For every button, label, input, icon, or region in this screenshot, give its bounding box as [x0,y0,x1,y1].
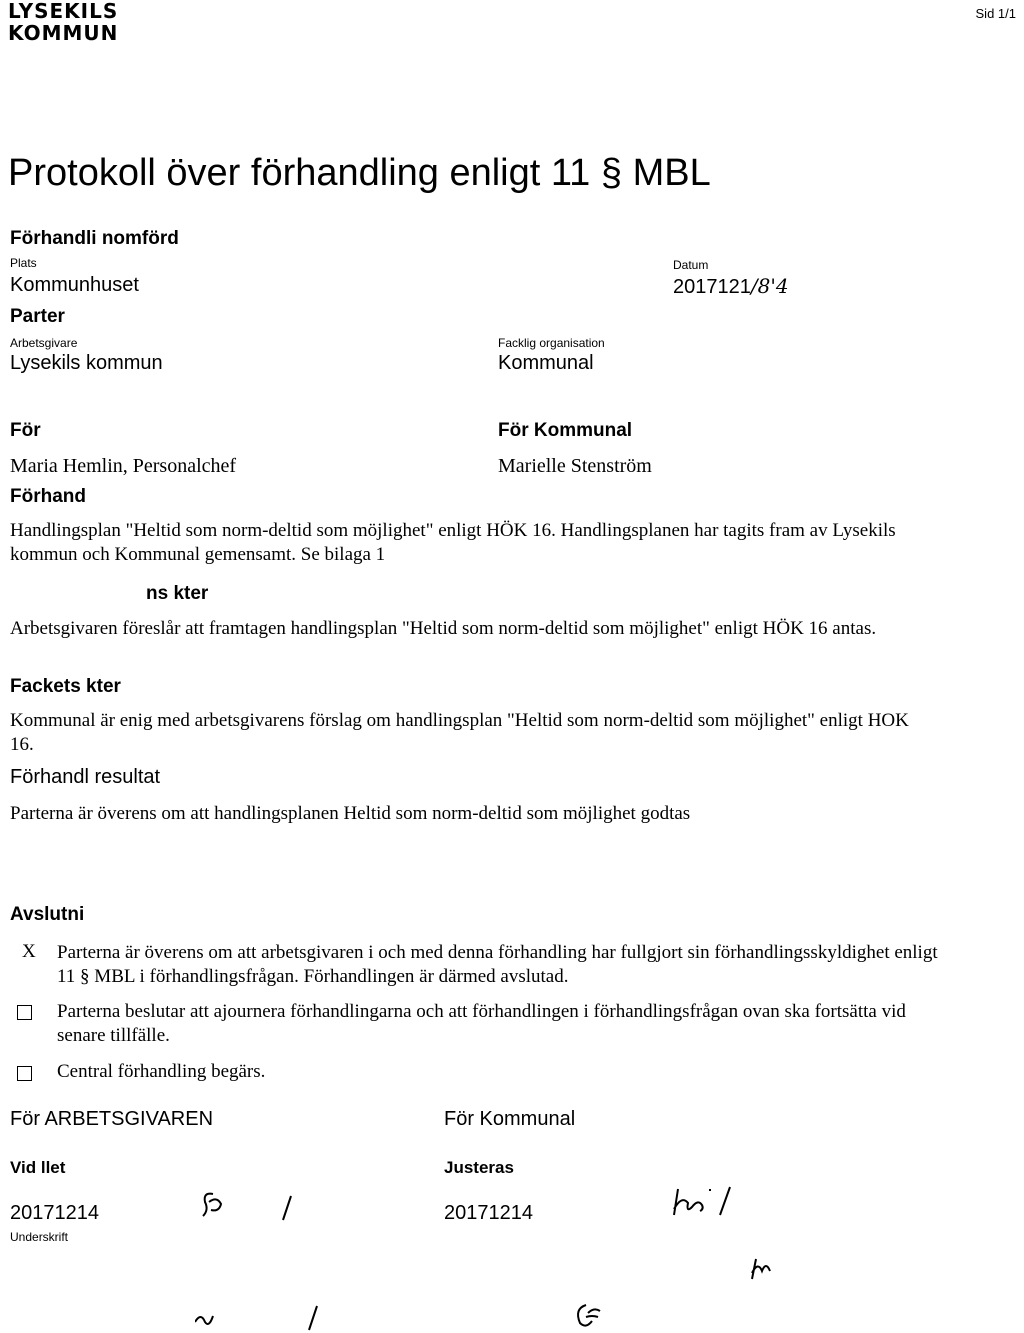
sign-left-label: Underskrift [10,1230,69,1244]
sign-right-sub: Justeras [444,1158,514,1177]
date-handwritten: /8'4 [750,274,789,298]
option-1-mark: X [22,941,36,962]
place-value: Kommunhuset [10,274,139,296]
sign-left-sub: Vid llet [10,1158,66,1177]
union-value: Kommunal [498,352,594,374]
signature-union-marks [560,1175,780,1333]
employer-heading: ns kter [146,583,209,604]
date-value [673,274,789,299]
sign-right-date: 20171214 [444,1202,533,1224]
subject-heading: Förhand [10,486,86,507]
option-3-text: Central förhandling begärs. [57,1061,266,1082]
sign-left-date: 20171214 [10,1202,99,1224]
signature-employer-marks [195,1180,335,1333]
option-3-checkbox[interactable] [17,1066,32,1081]
option-2-checkbox[interactable] [17,1005,32,1020]
result-text: Parterna är överens om att handlingsplanen Heltid som norm-deltid som möjlighet godtas [10,803,691,824]
parties-heading: Parter [10,306,65,327]
union-text: Kommunal är enig med arbetsgivarens förslag om handlingsplan "Heltid som norm-deltid som möjlighet" enligt HOK 16. [10,710,909,755]
option-2-text: Parterna beslutar att ajournera förhandlingarna och att förhandlingen i förhandlingsfrågan ovan ska fortsätta vid senare tillfälle. [57,1001,906,1046]
meeting-heading: Förhandli nomförd [10,228,179,249]
subject-text: Handlingsplan "Heltid som norm-deltid som möjlighet" enligt HÖK 16. Handlingsplanen har tagits fram av Lysekils kommun och Kommunal gemensamt. Se bilaga 1 [10,520,896,565]
rep-left-heading: För [10,420,41,441]
employer-text: Arbetsgivaren föreslår att framtagen handlingsplan "Heltid som norm-deltid som möjlighet" enligt HÖK 16 antas. [10,618,877,639]
union-heading: Fackets kter [10,676,121,697]
date-label: Datum [673,258,709,272]
rep-right-name: Marielle Stenström [498,455,652,477]
option-1-text: Parterna är överens om att arbetsgivaren i och med denna förhandling har fullgjort sin förhandlingsskyldighet enligt 11 § MBL i förhandlingsfrågan. Förhandlingen är därmed avslutad. [57,942,938,987]
union-label: Facklig organisation [498,336,605,350]
logo-line1: LYSEKILS [8,0,119,23]
result-heading: Förhandl resultat [10,766,161,788]
page-number: Sid 1/1 [975,6,1016,21]
date-typed: 2017121 [673,276,751,298]
rep-left-name: Maria Hemlin, Personalchef [10,455,237,477]
page-title: Protokoll över förhandling enligt 11 § MBL [8,152,711,194]
sign-right-heading: För Kommunal [444,1108,576,1130]
logo-line2: KOMMUN [8,21,119,45]
closing-heading: Avslutni [10,904,85,925]
sign-left-heading: För ARBETSGIVAREN [10,1108,214,1130]
place-label: Plats [10,256,37,270]
employer-value: Lysekils kommun [10,352,163,374]
employer-label: Arbetsgivare [10,336,78,350]
logo [8,0,118,44]
rep-right-heading: För Kommunal [498,420,633,441]
